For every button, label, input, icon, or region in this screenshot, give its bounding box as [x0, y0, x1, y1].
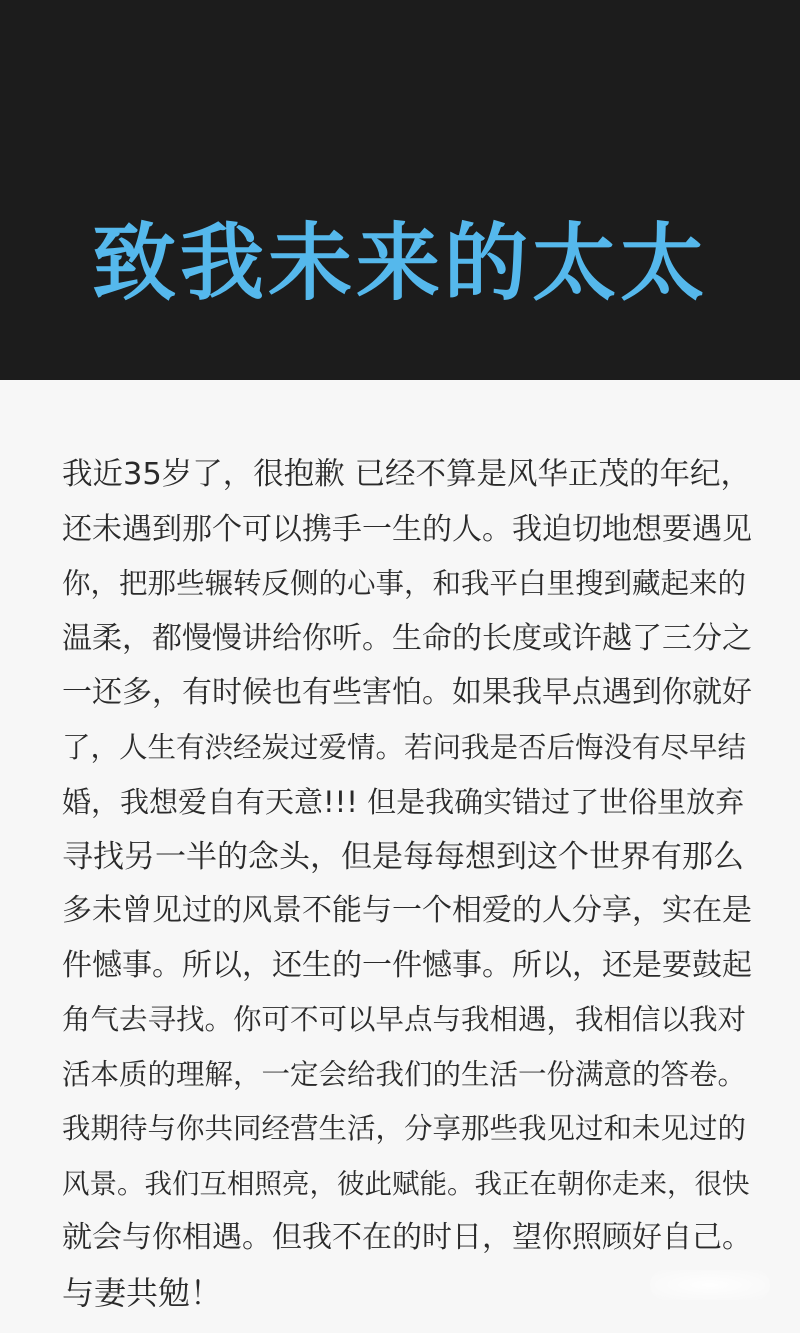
text-line: 还未遇到那个可以携手一生的人。我迫切地想要遇见	[62, 511, 752, 547]
text-line: 我期待与你共同经营生活，分享那些我见过和未见过的	[62, 1112, 747, 1145]
text-line: 就会与你相遇。但我不在的时日，望你照顾好自己。	[62, 1220, 752, 1255]
text-line: 一还多，有时候也有些害怕。如果我早点遇到你就好	[62, 675, 752, 710]
text-line: 角气去寻找。你可不可以早点与我相遇，我相信以我对	[62, 1003, 747, 1036]
text-line: 件憾事。所以，还生的一件憾事。所以，还是要鼓起	[62, 947, 752, 983]
text-line: 寻找另一半的念头，但是每每想到这个世界有那么	[62, 838, 744, 875]
page-title: 致我未来的太太	[91, 214, 708, 312]
text-line: 婚，我想爱自有天意!!! 但是我确实错过了世俗里放弃	[62, 785, 745, 819]
text-line: 风景。我们互相照亮，彼此赋能。我正在朝你走来，很快	[62, 1167, 750, 1200]
text-line: 了，人生有渋经炭过爱情。若问我是否后悔没有尽早结	[62, 730, 747, 764]
text-line: 活本质的理解，一定会给我们的生活一份满意的答卷。	[62, 1057, 747, 1091]
text-line: 你，把那些辗转反侧的心事，和我平白里搜到藏起来的	[62, 567, 747, 600]
letter-text	[62, 448, 752, 1320]
text-line: 与妻共勉！	[62, 1273, 223, 1312]
text-line: 我近35岁了，很抱歉 已经不算是风华正茂的年纪，	[62, 457, 752, 492]
title-banner	[0, 0, 800, 380]
text-line: 温柔，都慢慢讲给你听。生命的长度或许越了三分之	[62, 620, 752, 656]
text-line: 多未曾见过的风景不能与一个相爱的人分享，实在是	[62, 893, 752, 928]
watermark-smudge	[650, 1270, 770, 1300]
